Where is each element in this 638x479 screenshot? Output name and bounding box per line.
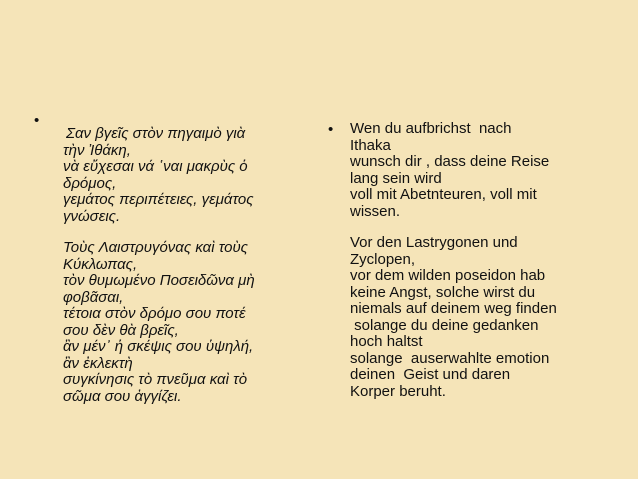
greek-line: γεμάτος περιπέτειες, γεμάτος bbox=[63, 191, 254, 208]
greek-line: γνώσεις. bbox=[63, 207, 121, 225]
german-line: deinen Geist und daren bbox=[350, 366, 511, 383]
greek-text-column bbox=[34, 112, 297, 405]
german-line: Korper beruht. bbox=[350, 382, 446, 400]
german-text-column bbox=[330, 121, 620, 400]
german-line: Ithaka bbox=[350, 136, 391, 154]
german-line: wissen. bbox=[350, 202, 401, 220]
greek-line: Κύκλωπας, bbox=[63, 255, 138, 273]
greek-line: δρόμος, bbox=[63, 174, 117, 192]
greek-line: τὴν Ἰθάκη, bbox=[63, 141, 131, 159]
greek-line: τέτοια στὸν δρόμο σου ποτέ bbox=[63, 305, 246, 322]
german-line: hoch haltst bbox=[350, 333, 423, 350]
greek-poem bbox=[63, 126, 297, 405]
german-line: niemals auf deinem weg finden bbox=[350, 300, 557, 317]
stanza-gap bbox=[350, 220, 620, 235]
greek-line: σου δὲν θὰ βρεῖς, bbox=[63, 321, 179, 339]
german-line: Zyclopen, bbox=[350, 250, 416, 268]
german-line: keine Angst, solche wirst du bbox=[350, 283, 536, 301]
german-line: wunsch dir , dass deine Reise bbox=[350, 153, 550, 170]
german-line: Wen du aufbrichst nach bbox=[350, 120, 512, 137]
greek-line: ἂν μέν᾿ ἡ σκέψις σου ὑψηλή, bbox=[63, 338, 254, 355]
german-line: lang sein wird bbox=[350, 169, 442, 187]
bullet-marker-left: • bbox=[34, 112, 40, 129]
german-line: voll mit Abetnteuren, voll mit bbox=[350, 186, 537, 203]
german-line: solange auserwahlte emotion bbox=[350, 349, 550, 367]
greek-line: Τοὺς Λαιστρυγόνας καὶ τοὺς bbox=[63, 239, 248, 256]
german-line: solange du deine gedanken bbox=[350, 316, 539, 334]
greek-line: συγκίνησις τὸ πνεῦμα καὶ τὸ bbox=[63, 371, 248, 388]
stanza-gap bbox=[63, 225, 297, 240]
greek-line: φοβᾶσαι, bbox=[63, 288, 124, 306]
greek-line: τὸν θυμωμένο Ποσειδῶνα μὴ bbox=[63, 272, 255, 289]
german-line: Vor den Lastrygonen und bbox=[350, 234, 518, 251]
german-poem bbox=[350, 121, 620, 400]
greek-line: Σαν βγεῖς στὸν πηγαιμὸ γιὰ bbox=[66, 125, 246, 142]
greek-line: νὰ εὔχεσαι νά ῾ναι μακρὺς ὁ bbox=[63, 158, 248, 175]
greek-line: ἂν ἐκλεκτὴ bbox=[63, 354, 133, 372]
greek-line: σῶμα σου ἀγγίζει. bbox=[63, 387, 182, 405]
bullet-marker-right: • bbox=[328, 121, 334, 138]
german-line: vor dem wilden poseidon hab bbox=[350, 267, 546, 284]
